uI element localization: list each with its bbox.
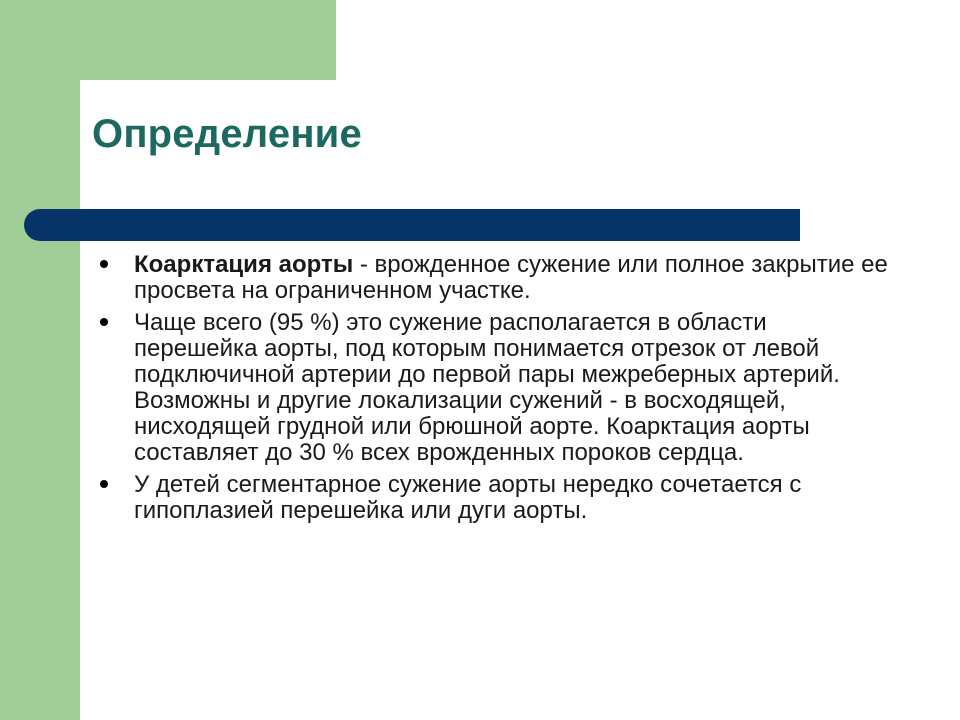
- bullet-dot-icon: [100, 480, 108, 488]
- slide-title: Определение: [92, 112, 362, 156]
- bullet-term: Коарктация аорты: [134, 251, 354, 278]
- bullet-dot-icon: [100, 260, 108, 268]
- bullet-text: - врожденное сужение или полное закрытие ее просвета на ограниченном участке.: [134, 251, 888, 304]
- bullet-item-localization: [96, 310, 896, 466]
- bullet-dot-icon: [100, 318, 108, 326]
- bullet-text: Чаще всего (95 %) это сужение располагается в области перешейка аорты, под которым понимается отрезок от левой подключичной артерии до первой пары межреберных артерий. Возможны и другие локализации сужений - в восходящей, нисходящей грудной или брюшной аорте. Коарктация аорты составляет до 30 % всех врожденных пороков сердца.: [134, 309, 840, 466]
- title-rule-bar: [24, 209, 800, 241]
- bullet-item-definition: [96, 252, 896, 304]
- bullet-list: [96, 252, 896, 530]
- bullet-item-children: [96, 472, 896, 524]
- bullet-text: У детей сегментарное сужение аорты нередко сочетается с гипоплазией перешейка или дуги аорты.: [134, 471, 802, 524]
- green-side-strip: [0, 0, 80, 720]
